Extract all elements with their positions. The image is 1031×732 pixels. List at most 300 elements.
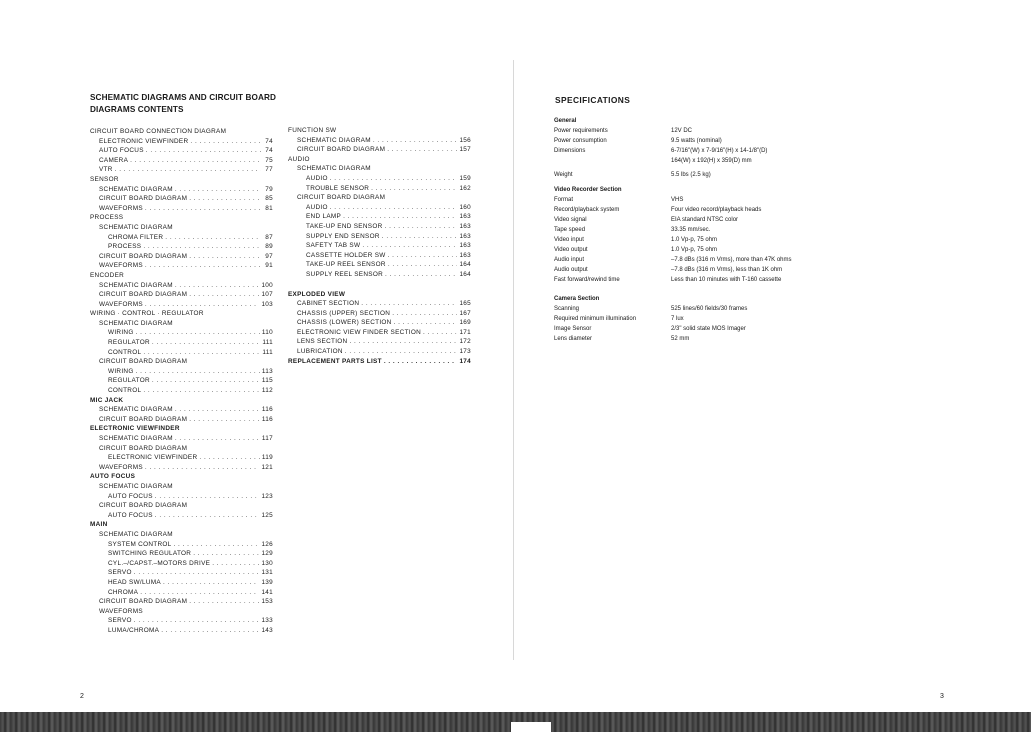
contents-entry-title: PROCESS [108,243,142,251]
spec-section-heading: Camera Section [554,296,600,302]
spec-row [554,314,814,324]
spec-label: Audio input [554,257,585,263]
contents-entry-page: 119 [261,454,273,462]
dot-leader [130,156,261,166]
dot-leader [423,328,457,338]
spec-section-heading: General [554,118,577,124]
dot-leader [145,300,260,310]
contents-entry-title: VTR [99,166,113,174]
spec-section-heading: Video Recorder Section [554,187,622,193]
contents-entry-title: SYSTEM CONTROL [108,540,172,548]
contents-entry-page: 126 [261,540,273,548]
contents-entry-title: SCHEMATIC DIAGRAM [99,435,173,442]
contents-entry-title: WIRING · CONTROL · REGULATOR [90,310,204,318]
dot-leader [388,260,458,270]
contents-entry-title: AUTO FOCUS [108,511,153,519]
dot-leader [145,204,261,214]
spec-value: 5.5 lbs (2.5 kg) [671,172,711,178]
contents-entry-title: ELECTRONIC VIEWFINDER [108,454,198,462]
contents-entry [90,597,273,607]
spec-row [554,275,814,285]
spec-row [554,126,814,136]
spec-label: Video output [554,247,588,253]
dot-leader [140,588,259,598]
contents-entry-page: 91 [265,262,273,270]
dot-leader [388,251,458,261]
contents-entry-page: 81 [265,204,273,212]
contents-entry [90,511,273,521]
contents-entry-page: 115 [261,377,273,385]
contents-entry [90,223,273,233]
dot-leader [189,597,259,607]
contents-entry [288,290,471,300]
contents-entry-title: SCHEMATIC DIAGRAM [297,165,371,173]
contents-entry [90,165,273,175]
spec-value: 9.5 watts (nominal) [671,138,722,144]
contents-entry-title: SCHEMATIC DIAGRAM [297,136,371,144]
contents-entry [90,357,273,367]
spec-value: EIA standard NTSC color [671,217,739,223]
contents-entry-page: 107 [261,291,273,299]
dot-leader [145,261,261,271]
dot-leader [343,212,457,222]
contents-entry [288,164,471,174]
contents-entry [90,338,273,348]
contents-entry-title: SUPPLY END SENSOR [306,232,380,240]
contents-entry [90,300,273,310]
contents-entry-title: WIRING [108,329,134,337]
dot-leader [330,174,458,184]
dot-leader [385,222,458,232]
spec-label: Dimensions [554,148,586,154]
contents-entry [90,444,273,454]
contents-entry [90,463,273,473]
contents-entry-page: 172 [459,338,471,346]
contents-entry-page: 139 [261,578,273,586]
contents-entry [288,222,471,232]
contents-entry-page: 173 [459,348,471,356]
contents-entry [90,578,273,588]
contents-entry-page: 156 [459,136,471,144]
spec-label: Record/playback system [554,207,620,213]
contents-entry-page: 110 [261,329,273,337]
contents-entry-title: ENCODER [90,271,125,279]
dot-leader [382,232,458,242]
contents-entry-title: FUNCTION SW [288,127,337,134]
contents-entry [90,309,273,319]
dot-leader [385,270,457,280]
contents-entry-title: CHROMA FILTER [108,233,164,241]
contents-entry-title: SWITCHING REGULATOR [108,550,192,558]
contents-entry-title: CIRCUIT BOARD DIAGRAM [99,252,188,260]
dot-leader [189,252,261,262]
contents-entry-page: 159 [459,174,471,182]
contents-entry [90,607,273,617]
contents-entry [90,146,273,156]
contents-entry-page: 143 [261,626,273,634]
contents-entry-title: CABINET SECTION [297,300,360,308]
contents-entry-title: SCHEMATIC DIAGRAM [99,223,173,231]
spec-value: 52 mm [671,336,690,342]
contents-entry-page: 116 [261,415,273,423]
contents-entry-title: REPLACEMENT PARTS LIST [288,357,382,365]
contents-entry-title: WAVEFORMS [99,262,143,270]
contents-entry-title: LENS SECTION [297,338,348,346]
contents-entry [90,319,273,329]
contents-entry [90,415,273,425]
contents-entry-title: CASSETTE HOLDER SW [306,251,386,259]
contents-entry-page: 163 [459,242,471,250]
spec-value: 6-7/16"(W) x 7-9/16"(H) x 14-1/8"(D) [671,148,768,154]
contents-entry-page: 169 [459,319,471,327]
spec-value: 2/3" solid state MOS Imager [671,326,746,332]
contents-entry-title: CIRCUIT BOARD DIAGRAM [99,195,188,203]
contents-entry [288,184,471,194]
contents-entry-title: SCHEMATIC DIAGRAM [99,319,173,327]
contents-entry [90,367,273,377]
contents-entry [90,405,273,415]
contents-entry [90,242,273,252]
contents-entry [90,424,273,434]
contents-entry [288,251,471,261]
spec-row [554,265,814,275]
contents-entry-title: SUPPLY REEL SENSOR [306,270,384,278]
spec-label: Weight [554,172,573,178]
contents-entry [288,212,471,222]
contents-entry-title: CONTROL [108,387,142,395]
contents-entry-page: 129 [261,550,273,558]
page-number-left: 2 [80,693,84,700]
contents-entry-title: CHASSIS (LOWER) SECTION [297,319,392,327]
contents-entry [288,299,471,309]
contents-entry-page: 163 [459,222,471,230]
contents-entry [90,559,273,569]
spec-value: –7.8 dBs (316 m Vrms), more than 47K ohms [671,257,792,263]
contents-entry [288,155,471,165]
spec-section [554,294,814,344]
contents-entry-title: CIRCUIT BOARD DIAGRAM [99,444,188,452]
contents-entry [288,241,471,251]
contents-entry-title: CAMERA [99,156,129,164]
spec-section [554,116,814,180]
dot-leader [136,367,260,377]
contents-entry-title: WAVEFORMS [99,204,143,212]
dot-leader [394,318,458,328]
contents-entry-page: 163 [459,251,471,259]
contents-entry-page: 75 [265,156,273,164]
contents-column-1 [90,127,273,635]
contents-entry-title: CIRCUIT BOARD CONNECTION DIAGRAM [90,128,227,135]
contents-entry-title: AUTO FOCUS [108,492,153,500]
contents-entry [288,309,471,319]
dot-leader [330,203,458,213]
spec-label: Tape speed [554,227,586,233]
scan-edge-notch [511,722,551,732]
contents-entry-page: 79 [265,185,273,193]
contents-entry-title: AUDIO [306,203,328,211]
contents-entry-title: MAIN [90,521,108,529]
contents-entry-title: PROCESS [90,214,124,222]
contents-entry-title: ELECTRONIC VIEWFINDER [90,425,180,433]
spec-value: 525 lines/60 fields/30 frames [671,306,748,312]
dot-leader [384,357,458,367]
contents-entry [90,281,273,291]
contents-entry-page: 111 [262,348,273,356]
contents-entry [90,568,273,578]
contents-entry [90,626,273,636]
spec-value: 33.35 mm/sec. [671,227,711,233]
spec-value: 1.0 Vp-p, 75 ohm [671,237,718,243]
contents-entry-title: WAVEFORMS [99,607,143,615]
contents-entry-title: CHASSIS (UPPER) SECTION [297,309,391,317]
contents-entry-page: 160 [459,203,471,211]
contents-entry-title: CIRCUIT BOARD DIAGRAM [99,598,188,606]
dot-leader [361,299,457,309]
contents-entry [90,482,273,492]
dot-leader [165,233,261,243]
dot-leader [152,338,260,348]
contents-entry-page: 97 [265,252,273,260]
spec-label: Power requirements [554,128,608,134]
contents-entry-title: SERVO [108,617,132,625]
contents-entry-title: LUMA/CHROMA [108,626,160,634]
contents-entry [288,193,471,203]
contents-entry-title: ELECTRONIC VIEWFINDER [99,137,189,145]
spec-section [554,185,814,285]
contents-entry [90,156,273,166]
contents-entry [90,204,273,214]
contents-entry-title: CIRCUIT BOARD DIAGRAM [297,146,386,154]
contents-entry-title: WAVEFORMS [99,300,143,308]
spec-row [554,136,814,146]
contents-entry-title: END LAMP [306,213,342,221]
contents-entry-title: REGULATOR [108,377,150,385]
contents-entry-page: 162 [459,184,471,192]
contents-title-line2: DIAGRAMS CONTENTS [90,105,184,114]
contents-entry-page: 85 [265,195,273,203]
contents-entry-title: REGULATOR [108,339,150,347]
spec-label: Scanning [554,306,580,312]
contents-entry [288,136,471,146]
contents-entry-title: AUTO FOCUS [90,473,136,481]
contents-entry [90,501,273,511]
contents-entry-page: 116 [261,406,273,414]
dot-leader [199,453,260,463]
dot-leader [175,434,260,444]
spec-row [554,205,814,215]
contents-entry [90,472,273,482]
contents-entry-title: SCHEMATIC DIAGRAM [99,185,173,193]
spec-label: Video input [554,237,584,243]
contents-entry [90,290,273,300]
contents-entry-page: 117 [261,435,273,442]
contents-entry-page: 157 [459,146,471,154]
dot-leader [155,511,260,521]
spec-label [554,156,671,166]
spec-label: Image Sensor [554,326,592,332]
dot-leader [175,405,260,415]
spec-value: –7.8 dBs (316 m Vrms), less than 1K ohm [671,267,783,273]
spec-row [554,324,814,334]
dot-leader [143,242,261,252]
contents-entry [90,194,273,204]
dot-leader [212,559,259,569]
dot-leader [345,347,458,357]
dot-leader [143,348,260,358]
contents-entry-page: 103 [261,300,273,308]
contents-entry-title: WAVEFORMS [99,463,143,471]
contents-entry [90,540,273,550]
spec-label: Power consumption [554,138,607,144]
contents-entry [90,175,273,185]
dot-leader [371,184,457,194]
contents-entry-page: 164 [459,270,471,278]
spec-value: 1.0 Vp-p, 75 ohm [671,247,718,253]
spec-value: Four video record/playback heads [671,207,762,213]
contents-title [90,92,276,116]
page-number-right: 3 [940,693,944,700]
contents-entry [90,328,273,338]
contents-entry [288,318,471,328]
spec-row [554,334,814,344]
dot-leader [174,540,260,550]
dot-leader [152,376,260,386]
contents-entry-title: SENSOR [90,175,119,183]
spec-label: Audio output [554,267,588,273]
dot-leader [387,145,457,155]
contents-spacer [288,280,471,290]
dot-leader [189,194,261,204]
contents-entry-title: HEAD SW/LUMA [108,578,161,586]
spec-label: Lens diameter [554,336,593,342]
contents-entry-title: EXPLODED VIEW [288,290,346,298]
contents-entry-title: SCHEMATIC DIAGRAM [99,281,173,289]
contents-entry [90,453,273,463]
contents-entry-page: 153 [261,598,273,606]
dot-leader [163,578,259,588]
dot-leader [136,328,260,338]
spec-value: Less than 10 minutes with T-160 cassette [671,277,782,283]
contents-entry-page: 174 [459,357,471,365]
contents-entry [90,386,273,396]
contents-entry-title: TROUBLE SENSOR [306,184,370,192]
contents-entry-page: 89 [265,243,273,251]
dot-leader [161,626,259,636]
dot-leader [115,165,261,175]
spec-row [554,146,814,156]
contents-entry-page: 77 [265,166,273,174]
spec-value: VHS [671,197,684,203]
dot-leader [134,616,260,626]
contents-entry-page: 87 [265,233,273,241]
contents-entry [90,492,273,502]
contents-entry-page: 163 [459,232,471,240]
contents-entry-title: CIRCUIT BOARD DIAGRAM [99,415,188,423]
contents-entry [288,270,471,280]
contents-entry-page: 125 [261,511,273,519]
spec-row [554,225,814,235]
contents-entry [288,347,471,357]
contents-entry [90,549,273,559]
left-page [0,0,513,712]
contents-entry [90,396,273,406]
contents-entry-title: CIRCUIT BOARD DIAGRAM [99,502,188,510]
dot-leader [155,492,260,502]
contents-entry-page: 131 [261,569,273,577]
contents-entry-page: 100 [261,281,273,289]
specifications-title: SPECIFICATIONS [555,95,631,105]
contents-entry [90,185,273,195]
contents-entry-title: SCHEMATIC DIAGRAM [99,406,173,414]
contents-entry-page: 165 [459,300,471,308]
contents-entry [90,137,273,147]
contents-entry [90,233,273,243]
contents-entry-title: SCHEMATIC DIAGRAM [99,530,173,538]
contents-entry-title: CYL.–/CAPST.–MOTORS DRIVE [108,559,211,567]
spec-row [554,215,814,225]
contents-entry [90,271,273,281]
contents-entry-page: 121 [261,463,273,471]
dot-leader [175,185,261,195]
dot-leader [143,386,260,396]
contents-entry-title: CIRCUIT BOARD DIAGRAM [99,358,188,366]
contents-entry [288,203,471,213]
contents-entry [90,616,273,626]
contents-entry-title: TAKE-UP REEL SENSOR [306,261,386,269]
contents-entry [288,337,471,347]
dot-leader [175,281,260,291]
contents-entry-page: 113 [261,367,273,375]
dot-leader [392,309,457,319]
spec-row [554,170,814,180]
contents-entry-page: 130 [261,559,273,567]
contents-entry-page: 141 [261,588,273,596]
dot-leader [146,146,261,156]
contents-entry-title: AUTO FOCUS [99,147,144,155]
spec-row [554,195,814,205]
contents-entry [288,126,471,136]
contents-entry-title: CIRCUIT BOARD DIAGRAM [99,291,188,299]
contents-entry-title: LUBRICATION [297,348,343,356]
contents-column-2 [288,126,471,366]
contents-entry-title: AUDIO [306,174,328,182]
spec-row [554,255,814,265]
spec-label: Video signal [554,217,587,223]
contents-entry [90,376,273,386]
contents-entry [90,588,273,598]
contents-entry-title: WIRING [108,367,134,375]
contents-entry [288,145,471,155]
contents-entry [90,520,273,530]
contents-entry-page: 74 [265,137,273,145]
contents-entry [288,174,471,184]
contents-entry-page: 74 [265,147,273,155]
right-page [514,0,1031,712]
contents-entry [90,530,273,540]
spec-label: Format [554,197,574,203]
dot-leader [134,568,260,578]
dot-leader [349,337,457,347]
contents-entry-title: AUDIO [288,155,310,163]
spec-label: Required minimum illumination [554,316,637,322]
contents-entry-title: TAKE-UP END SENSOR [306,222,383,230]
spec-row [554,245,814,255]
spec-value: 7 lux [671,316,684,322]
dot-leader [145,463,260,473]
contents-entry-title: CIRCUIT BOARD DIAGRAM [297,194,386,202]
contents-title-line1: SCHEMATIC DIAGRAMS AND CIRCUIT BOARD [90,93,276,102]
contents-entry [90,348,273,358]
